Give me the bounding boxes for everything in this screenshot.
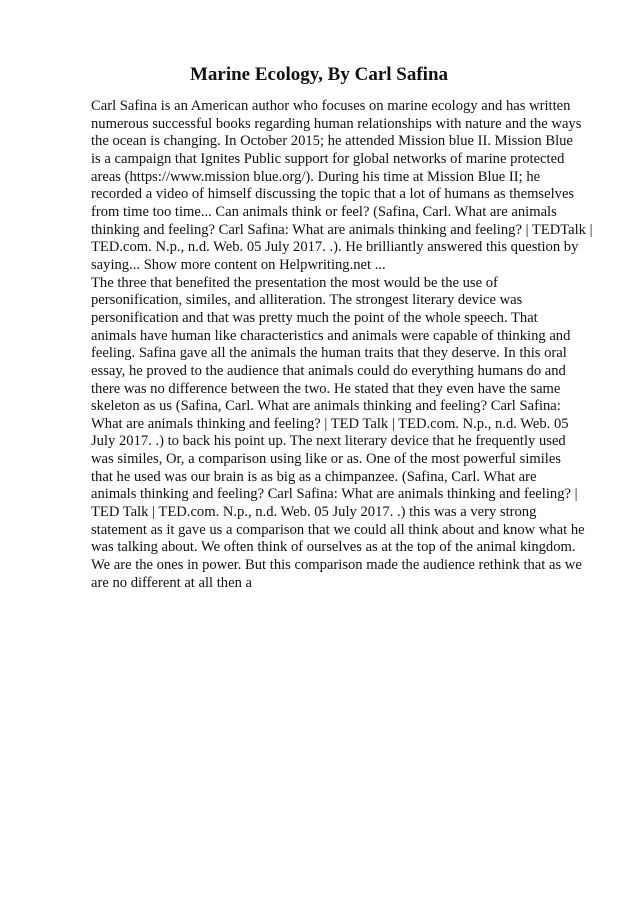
text-line: July 2017. .) to back his point up. The next literary device that he frequently used bbox=[91, 433, 566, 450]
text-line: feeling. Safina gave all the animals the human traits that they deserve. In this oral bbox=[91, 345, 567, 362]
text-line: statement as it gave us a comparison that we could all think about and know what he bbox=[91, 521, 585, 538]
paragraph-1 bbox=[91, 98, 593, 275]
text-line: that he used was our brain is as big as a chimpanzee. (Safina, Carl. What are bbox=[91, 468, 537, 485]
text-line: from time too time... Can animals think or feel? (Safina, Carl. What are animals bbox=[91, 203, 557, 220]
text-line: personification, similes, and alliteration. The strongest literary device was bbox=[91, 292, 523, 309]
text-line: What are animals thinking and feeling? | TED Talk | TED.com. N.p., n.d. Web. 05 bbox=[91, 415, 569, 432]
document-body bbox=[91, 98, 593, 592]
text-line: saying... Show more content on Helpwriting.net ... bbox=[91, 256, 386, 273]
paragraph-2 bbox=[91, 274, 585, 593]
text-line: areas (https://www.mission blue.org/). During his time at Mission Blue II; he bbox=[91, 168, 541, 185]
text-line: the ocean is changing. In October 2015; he attended Mission blue II. Mission Blue bbox=[91, 133, 573, 150]
text-line: was talking about. We often think of ourselves as at the top of the animal kingdom. bbox=[91, 539, 576, 556]
text-line: We are the ones in power. But this comparison made the audience rethink that as we bbox=[91, 557, 582, 574]
text-line: skeleton as us (Safina, Carl. What are animals thinking and feeling? Carl Safina: bbox=[91, 398, 561, 415]
text-line: TED.com. N.p., n.d. Web. 05 July 2017. .). He brilliantly answered this question by bbox=[91, 239, 579, 256]
text-line: The three that benefited the presentation the most would be the use of bbox=[91, 274, 498, 291]
text-line: personification and that was pretty much the point of the whole speech. That bbox=[91, 309, 538, 326]
text-line: is a campaign that Ignites Public support for global networks of marine protected bbox=[91, 150, 565, 167]
text-line: are no different at all then a bbox=[91, 574, 252, 591]
text-line: essay, he proved to the audience that animals could do everything humans do and bbox=[91, 362, 566, 379]
text-line: numerous successful books regarding human relationships with nature and the ways bbox=[91, 115, 582, 132]
text-line: TED Talk | TED.com. N.p., n.d. Web. 05 July 2017. .) this was a very strong bbox=[91, 504, 537, 521]
text-line: recorded a video of himself discussing the topic that a lot of humans as themselves bbox=[91, 186, 575, 203]
text-line: animals have human like characteristics and animals were capable of thinking and bbox=[91, 327, 571, 344]
text-line: thinking and feeling? Carl Safina: What are animals thinking and feeling? | TEDTalk | bbox=[91, 221, 593, 238]
text-line: animals thinking and feeling? Carl Safina: What are animals thinking and feeling? | bbox=[91, 486, 578, 503]
text-line: was similes, Or, a comparison using like or as. One of the most powerful similes bbox=[91, 451, 561, 468]
document-title: Marine Ecology, By Carl Safina bbox=[189, 64, 449, 85]
text-line: there was no difference between the two. He stated that they even have the same bbox=[91, 380, 561, 397]
text-line: Carl Safina is an American author who focuses on marine ecology and has written bbox=[91, 98, 571, 114]
